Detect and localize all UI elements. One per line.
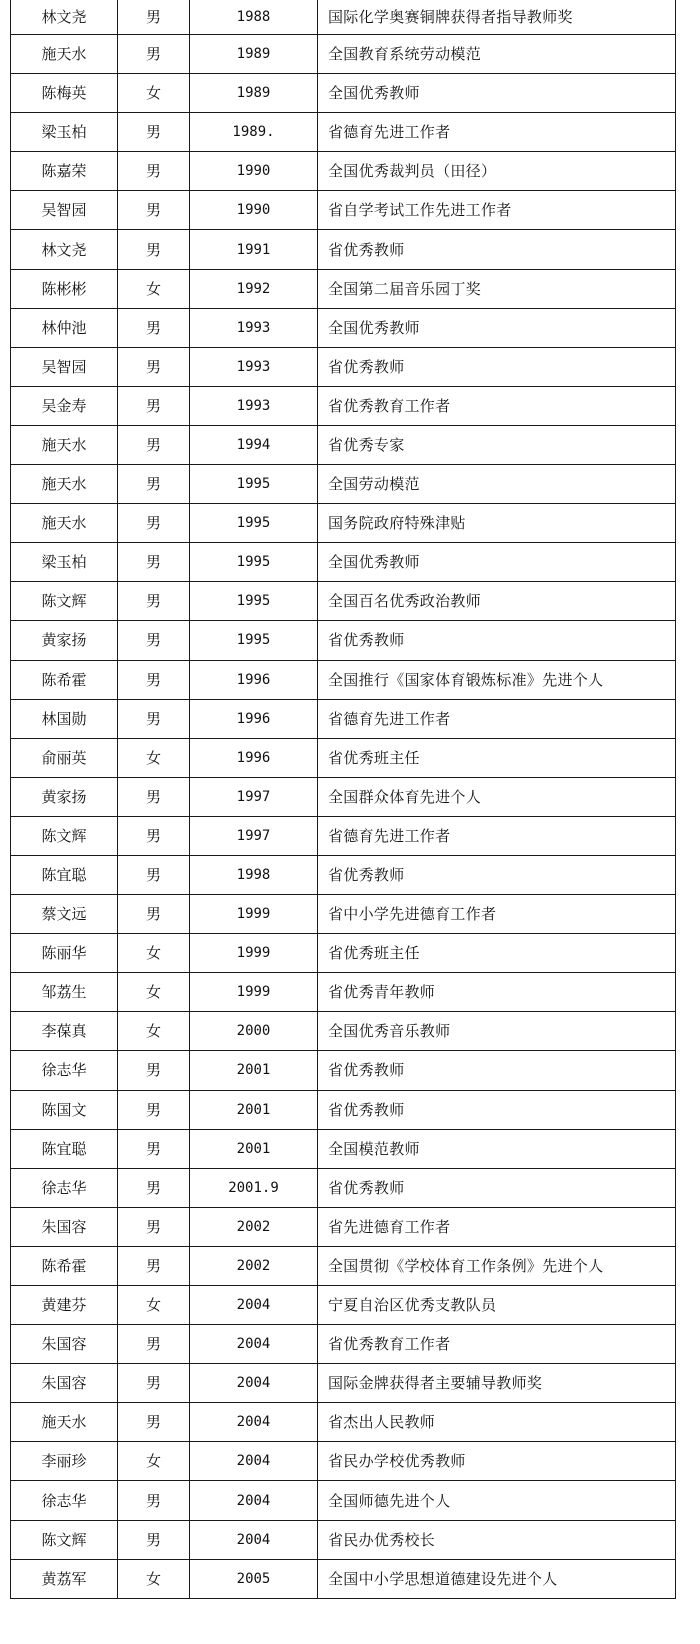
award-cell: 全国优秀裁判员（田径） xyxy=(318,152,676,191)
award-cell: 省优秀教师 xyxy=(318,347,676,386)
award-cell: 省德育先进工作者 xyxy=(318,113,676,152)
year-cell: 1995 xyxy=(190,543,318,582)
gender-cell: 男 xyxy=(118,504,190,543)
gender-cell: 男 xyxy=(118,660,190,699)
teacher-name-cell: 朱国容 xyxy=(11,1207,118,1246)
year-cell: 2004 xyxy=(190,1364,318,1403)
award-cell: 全国师德先进个人 xyxy=(318,1481,676,1520)
gender-cell: 男 xyxy=(118,152,190,191)
table-row xyxy=(11,0,676,35)
gender-cell: 男 xyxy=(118,699,190,738)
table-row xyxy=(11,738,676,777)
gender-cell: 男 xyxy=(118,855,190,894)
award-cell: 全国优秀教师 xyxy=(318,543,676,582)
teacher-name-cell: 陈宜聪 xyxy=(11,1129,118,1168)
award-cell: 省德育先进工作者 xyxy=(318,699,676,738)
award-cell: 省优秀教育工作者 xyxy=(318,386,676,425)
table-row xyxy=(11,777,676,816)
table-row xyxy=(11,660,676,699)
table-row xyxy=(11,347,676,386)
table-row xyxy=(11,895,676,934)
award-cell: 省民办学校优秀教师 xyxy=(318,1442,676,1481)
table-row xyxy=(11,1090,676,1129)
teacher-name-cell: 朱国容 xyxy=(11,1364,118,1403)
award-cell: 省杰出人民教师 xyxy=(318,1403,676,1442)
teacher-name-cell: 陈彬彬 xyxy=(11,269,118,308)
teacher-name-cell: 林仲池 xyxy=(11,308,118,347)
table-row xyxy=(11,1364,676,1403)
table-row xyxy=(11,934,676,973)
table-row xyxy=(11,504,676,543)
table-row xyxy=(11,1168,676,1207)
teacher-name-cell: 陈国文 xyxy=(11,1090,118,1129)
year-cell: 1993 xyxy=(190,347,318,386)
table-row xyxy=(11,699,676,738)
teacher-name-cell: 徐志华 xyxy=(11,1051,118,1090)
year-cell: 2002 xyxy=(190,1246,318,1285)
gender-cell: 男 xyxy=(118,191,190,230)
award-cell: 省自学考试工作先进工作者 xyxy=(318,191,676,230)
award-cell: 省优秀教师 xyxy=(318,1168,676,1207)
award-cell: 省优秀教育工作者 xyxy=(318,1325,676,1364)
table-row xyxy=(11,1246,676,1285)
gender-cell: 男 xyxy=(118,895,190,934)
year-cell: 1999 xyxy=(190,934,318,973)
table-row xyxy=(11,582,676,621)
gender-cell: 男 xyxy=(118,816,190,855)
year-cell: 2004 xyxy=(190,1325,318,1364)
gender-cell: 男 xyxy=(118,1129,190,1168)
year-cell: 1998 xyxy=(190,855,318,894)
teacher-name-cell: 施天水 xyxy=(11,1403,118,1442)
year-cell: 1997 xyxy=(190,816,318,855)
table-row xyxy=(11,35,676,74)
year-cell: 1999 xyxy=(190,973,318,1012)
award-cell: 全国优秀音乐教师 xyxy=(318,1012,676,1051)
award-cell: 省德育先进工作者 xyxy=(318,816,676,855)
award-cell: 宁夏自治区优秀支教队员 xyxy=(318,1286,676,1325)
table-row xyxy=(11,386,676,425)
table-row xyxy=(11,1403,676,1442)
teacher-name-cell: 施天水 xyxy=(11,35,118,74)
table-row xyxy=(11,1012,676,1051)
table-row xyxy=(11,113,676,152)
gender-cell: 男 xyxy=(118,1325,190,1364)
table-row xyxy=(11,1051,676,1090)
year-cell: 2004 xyxy=(190,1520,318,1559)
gender-cell: 男 xyxy=(118,543,190,582)
teacher-name-cell: 朱国容 xyxy=(11,1325,118,1364)
teacher-name-cell: 黄荔军 xyxy=(11,1559,118,1598)
teacher-name-cell: 陈丽华 xyxy=(11,934,118,973)
year-cell: 1991 xyxy=(190,230,318,269)
table-row xyxy=(11,191,676,230)
award-cell: 全国百名优秀政治教师 xyxy=(318,582,676,621)
teacher-name-cell: 林文尧 xyxy=(11,0,118,35)
year-cell: 1995 xyxy=(190,582,318,621)
table-row xyxy=(11,465,676,504)
award-cell: 省优秀教师 xyxy=(318,1051,676,1090)
award-cell: 省中小学先进德育工作者 xyxy=(318,895,676,934)
year-cell: 2004 xyxy=(190,1286,318,1325)
teacher-name-cell: 陈宜聪 xyxy=(11,855,118,894)
teacher-name-cell: 吴金寿 xyxy=(11,386,118,425)
teacher-name-cell: 林文尧 xyxy=(11,230,118,269)
year-cell: 1988 xyxy=(190,0,318,35)
year-cell: 2002 xyxy=(190,1207,318,1246)
award-cell: 省先进德育工作者 xyxy=(318,1207,676,1246)
gender-cell: 男 xyxy=(118,1168,190,1207)
gender-cell: 男 xyxy=(118,582,190,621)
teacher-name-cell: 邹荔生 xyxy=(11,973,118,1012)
teacher-name-cell: 陈文辉 xyxy=(11,816,118,855)
gender-cell: 男 xyxy=(118,1051,190,1090)
table-row xyxy=(11,152,676,191)
award-cell: 全国贯彻《学校体育工作条例》先进个人 xyxy=(318,1246,676,1285)
gender-cell: 男 xyxy=(118,1520,190,1559)
award-cell: 省优秀教师 xyxy=(318,855,676,894)
table-row xyxy=(11,1286,676,1325)
year-cell: 1989 xyxy=(190,35,318,74)
award-cell: 国际金牌获得者主要辅导教师奖 xyxy=(318,1364,676,1403)
gender-cell: 男 xyxy=(118,465,190,504)
teacher-name-cell: 施天水 xyxy=(11,425,118,464)
gender-cell: 女 xyxy=(118,1012,190,1051)
teacher-name-cell: 徐志华 xyxy=(11,1481,118,1520)
year-cell: 2004 xyxy=(190,1442,318,1481)
award-cell: 全国第二届音乐园丁奖 xyxy=(318,269,676,308)
award-cell: 省优秀专家 xyxy=(318,425,676,464)
year-cell: 2001.9 xyxy=(190,1168,318,1207)
teacher-name-cell: 吴智园 xyxy=(11,191,118,230)
table-row xyxy=(11,308,676,347)
year-cell: 1993 xyxy=(190,308,318,347)
gender-cell: 男 xyxy=(118,35,190,74)
table-row xyxy=(11,269,676,308)
teacher-name-cell: 陈希霍 xyxy=(11,660,118,699)
table-row xyxy=(11,816,676,855)
year-cell: 1997 xyxy=(190,777,318,816)
gender-cell: 男 xyxy=(118,113,190,152)
year-cell: 1996 xyxy=(190,660,318,699)
gender-cell: 男 xyxy=(118,777,190,816)
year-cell: 1995 xyxy=(190,621,318,660)
teacher-name-cell: 梁玉柏 xyxy=(11,543,118,582)
gender-cell: 女 xyxy=(118,74,190,113)
teacher-name-cell: 吴智园 xyxy=(11,347,118,386)
table-row xyxy=(11,74,676,113)
year-cell: 2000 xyxy=(190,1012,318,1051)
year-cell: 1989 xyxy=(190,74,318,113)
year-cell: 2005 xyxy=(190,1559,318,1598)
gender-cell: 男 xyxy=(118,1481,190,1520)
year-cell: 1989. xyxy=(190,113,318,152)
teacher-name-cell: 陈希霍 xyxy=(11,1246,118,1285)
teacher-name-cell: 林国勋 xyxy=(11,699,118,738)
gender-cell: 女 xyxy=(118,1442,190,1481)
teacher-name-cell: 施天水 xyxy=(11,465,118,504)
table-row xyxy=(11,621,676,660)
table-row xyxy=(11,1481,676,1520)
gender-cell: 男 xyxy=(118,1364,190,1403)
gender-cell: 男 xyxy=(118,0,190,35)
teacher-name-cell: 梁玉柏 xyxy=(11,113,118,152)
table-row xyxy=(11,1325,676,1364)
year-cell: 1992 xyxy=(190,269,318,308)
year-cell: 2004 xyxy=(190,1481,318,1520)
teacher-name-cell: 蔡文远 xyxy=(11,895,118,934)
gender-cell: 女 xyxy=(118,1286,190,1325)
gender-cell: 男 xyxy=(118,347,190,386)
teacher-name-cell: 陈梅英 xyxy=(11,74,118,113)
gender-cell: 女 xyxy=(118,934,190,973)
table-row xyxy=(11,543,676,582)
award-cell: 全国推行《国家体育锻炼标准》先进个人 xyxy=(318,660,676,699)
gender-cell: 男 xyxy=(118,230,190,269)
awards-table-body xyxy=(11,0,676,1598)
gender-cell: 女 xyxy=(118,738,190,777)
teacher-name-cell: 陈文辉 xyxy=(11,1520,118,1559)
award-cell: 全国模范教师 xyxy=(318,1129,676,1168)
table-row xyxy=(11,1207,676,1246)
table-row xyxy=(11,973,676,1012)
gender-cell: 女 xyxy=(118,269,190,308)
gender-cell: 男 xyxy=(118,308,190,347)
gender-cell: 男 xyxy=(118,1090,190,1129)
year-cell: 1996 xyxy=(190,699,318,738)
gender-cell: 男 xyxy=(118,621,190,660)
award-cell: 全国中小学思想道德建设先进个人 xyxy=(318,1559,676,1598)
year-cell: 1990 xyxy=(190,152,318,191)
table-row xyxy=(11,1520,676,1559)
award-cell: 省民办优秀校长 xyxy=(318,1520,676,1559)
gender-cell: 男 xyxy=(118,425,190,464)
table-row xyxy=(11,1442,676,1481)
gender-cell: 女 xyxy=(118,973,190,1012)
teacher-name-cell: 黄家扬 xyxy=(11,621,118,660)
table-row xyxy=(11,1129,676,1168)
year-cell: 2001 xyxy=(190,1051,318,1090)
award-cell: 省优秀班主任 xyxy=(318,738,676,777)
year-cell: 1995 xyxy=(190,504,318,543)
award-cell: 国务院政府特殊津贴 xyxy=(318,504,676,543)
award-cell: 省优秀班主任 xyxy=(318,934,676,973)
year-cell: 2001 xyxy=(190,1090,318,1129)
teacher-name-cell: 李葆真 xyxy=(11,1012,118,1051)
year-cell: 1999 xyxy=(190,895,318,934)
award-cell: 省优秀教师 xyxy=(318,1090,676,1129)
award-cell: 全国优秀教师 xyxy=(318,308,676,347)
gender-cell: 女 xyxy=(118,1559,190,1598)
year-cell: 2004 xyxy=(190,1403,318,1442)
award-cell: 省优秀青年教师 xyxy=(318,973,676,1012)
year-cell: 1990 xyxy=(190,191,318,230)
teacher-name-cell: 俞丽英 xyxy=(11,738,118,777)
gender-cell: 男 xyxy=(118,1246,190,1285)
year-cell: 1996 xyxy=(190,738,318,777)
teacher-name-cell: 陈文辉 xyxy=(11,582,118,621)
table-row xyxy=(11,855,676,894)
teacher-name-cell: 徐志华 xyxy=(11,1168,118,1207)
award-cell: 全国劳动模范 xyxy=(318,465,676,504)
award-cell: 省优秀教师 xyxy=(318,621,676,660)
teacher-name-cell: 陈嘉荣 xyxy=(11,152,118,191)
teacher-name-cell: 黄家扬 xyxy=(11,777,118,816)
table-row xyxy=(11,230,676,269)
gender-cell: 男 xyxy=(118,386,190,425)
award-cell: 全国优秀教师 xyxy=(318,74,676,113)
gender-cell: 男 xyxy=(118,1207,190,1246)
teacher-name-cell: 李丽珍 xyxy=(11,1442,118,1481)
year-cell: 1994 xyxy=(190,425,318,464)
teacher-name-cell: 施天水 xyxy=(11,504,118,543)
gender-cell: 男 xyxy=(118,1403,190,1442)
award-cell: 全国群众体育先进个人 xyxy=(318,777,676,816)
year-cell: 1993 xyxy=(190,386,318,425)
award-cell: 国际化学奥赛铜牌获得者指导教师奖 xyxy=(318,0,676,35)
teacher-name-cell: 黄建芬 xyxy=(11,1286,118,1325)
table-row xyxy=(11,425,676,464)
award-cell: 全国教育系统劳动模范 xyxy=(318,35,676,74)
table-row xyxy=(11,1559,676,1598)
year-cell: 2001 xyxy=(190,1129,318,1168)
award-cell: 省优秀教师 xyxy=(318,230,676,269)
year-cell: 1995 xyxy=(190,465,318,504)
awards-table xyxy=(10,0,676,1599)
